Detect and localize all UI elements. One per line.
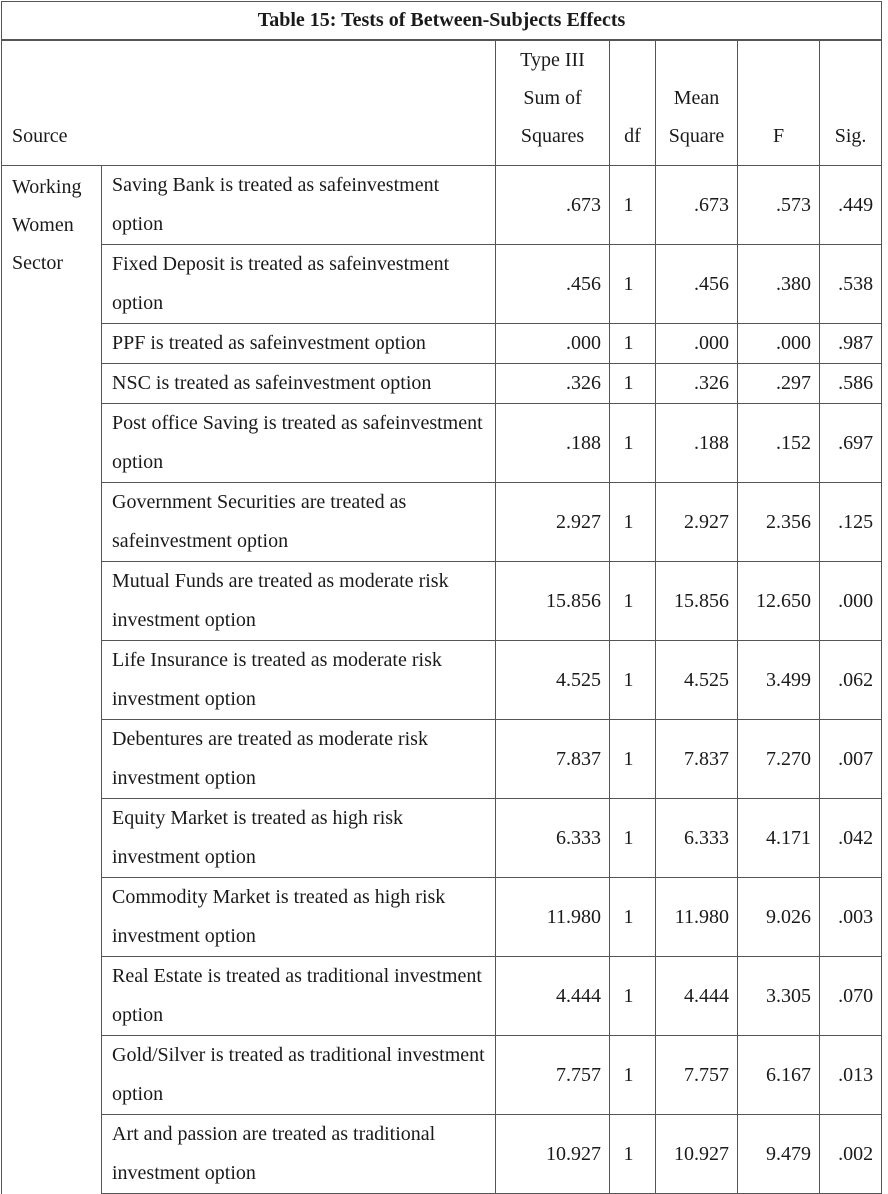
group-label-line: Working bbox=[12, 176, 82, 198]
cell-sig: .062 bbox=[820, 641, 882, 720]
cell-df: 1 bbox=[610, 641, 656, 720]
cell-df: 1 bbox=[610, 878, 656, 957]
table-row bbox=[2, 957, 882, 1036]
table-row bbox=[2, 483, 882, 562]
table-row bbox=[2, 878, 882, 957]
row-label: Equity Market is treated as high risk investment option bbox=[102, 799, 496, 878]
cell-mean-square: 4.525 bbox=[656, 641, 738, 720]
row-label: Debentures are treated as moderate risk investment option bbox=[102, 720, 496, 799]
cell-df: 1 bbox=[610, 166, 656, 245]
cell-df: 1 bbox=[610, 245, 656, 324]
header-row bbox=[2, 40, 882, 166]
cell-mean-square: 2.927 bbox=[656, 483, 738, 562]
cell-sig: .449 bbox=[820, 166, 882, 245]
cell-f: 7.270 bbox=[738, 720, 820, 799]
cell-sum-of-squares: 4.444 bbox=[496, 957, 610, 1036]
group-label-line: Women bbox=[12, 214, 74, 236]
header-sum-of-squares bbox=[496, 40, 610, 166]
cell-sum-of-squares: 7.837 bbox=[496, 720, 610, 799]
row-label: Fixed Deposit is treated as safeinvestment option bbox=[102, 245, 496, 324]
cell-sum-of-squares: 7.757 bbox=[496, 1036, 610, 1115]
cell-sum-of-squares: 6.333 bbox=[496, 799, 610, 878]
cell-f: 9.479 bbox=[738, 1115, 820, 1194]
cell-f: 2.356 bbox=[738, 483, 820, 562]
cell-sum-of-squares: 15.856 bbox=[496, 562, 610, 641]
row-label: Commodity Market is treated as high risk investment option bbox=[102, 878, 496, 957]
cell-f: 4.171 bbox=[738, 799, 820, 878]
table-body bbox=[2, 166, 882, 1194]
group-label-line: Sector bbox=[12, 252, 64, 274]
table-row bbox=[2, 799, 882, 878]
cell-df: 1 bbox=[610, 324, 656, 364]
cell-f: 9.026 bbox=[738, 878, 820, 957]
cell-sig: .697 bbox=[820, 404, 882, 483]
cell-sig: .586 bbox=[820, 364, 882, 404]
header-ss-line3: Squares bbox=[520, 125, 585, 147]
row-label: Gold/Silver is treated as traditional investment option bbox=[102, 1036, 496, 1115]
cell-f: 12.650 bbox=[738, 562, 820, 641]
cell-f: .297 bbox=[738, 364, 820, 404]
row-label: Mutual Funds are treated as moderate risk investment option bbox=[102, 562, 496, 641]
cell-sum-of-squares: .188 bbox=[496, 404, 610, 483]
cell-sig: .002 bbox=[820, 1115, 882, 1194]
cell-f: 6.167 bbox=[738, 1036, 820, 1115]
row-label: Government Securities are treated as safeinvestment option bbox=[102, 483, 496, 562]
cell-f: .000 bbox=[738, 324, 820, 364]
table-row bbox=[2, 1115, 882, 1194]
header-source: Source bbox=[2, 40, 496, 166]
cell-sum-of-squares: 11.980 bbox=[496, 878, 610, 957]
cell-f: .380 bbox=[738, 245, 820, 324]
table-row bbox=[2, 562, 882, 641]
between-subjects-effects-table bbox=[1, 1, 882, 1194]
cell-df: 1 bbox=[610, 957, 656, 1036]
cell-sig: .070 bbox=[820, 957, 882, 1036]
cell-f: 3.499 bbox=[738, 641, 820, 720]
cell-f: .152 bbox=[738, 404, 820, 483]
cell-f: .573 bbox=[738, 166, 820, 245]
cell-sig: .042 bbox=[820, 799, 882, 878]
row-label: NSC is treated as safeinvestment option bbox=[102, 364, 496, 404]
cell-df: 1 bbox=[610, 1036, 656, 1115]
table-row bbox=[2, 324, 882, 364]
header-f: F bbox=[738, 40, 820, 166]
row-label: Life Insurance is treated as moderate risk investment option bbox=[102, 641, 496, 720]
cell-sum-of-squares: 4.525 bbox=[496, 641, 610, 720]
table-row bbox=[2, 720, 882, 799]
cell-sum-of-squares: .326 bbox=[496, 364, 610, 404]
row-label: Post office Saving is treated as safeinvestment option bbox=[102, 404, 496, 483]
table-title: Table 15: Tests of Between-Subjects Effects bbox=[2, 2, 882, 41]
cell-mean-square: .000 bbox=[656, 324, 738, 364]
cell-mean-square: 7.837 bbox=[656, 720, 738, 799]
table-row bbox=[2, 1036, 882, 1115]
cell-sig: .987 bbox=[820, 324, 882, 364]
header-ss-line1: Type III bbox=[520, 49, 585, 71]
header-ss-line2: Sum of bbox=[523, 87, 582, 109]
table-row bbox=[2, 245, 882, 324]
cell-sig: .013 bbox=[820, 1036, 882, 1115]
row-label: Saving Bank is treated as safeinvestment option bbox=[102, 166, 496, 245]
header-df: df bbox=[610, 40, 656, 166]
row-label: PPF is treated as safeinvestment option bbox=[102, 324, 496, 364]
cell-mean-square: 6.333 bbox=[656, 799, 738, 878]
table-row bbox=[2, 364, 882, 404]
cell-df: 1 bbox=[610, 404, 656, 483]
cell-sum-of-squares: .456 bbox=[496, 245, 610, 324]
cell-sig: .125 bbox=[820, 483, 882, 562]
cell-df: 1 bbox=[610, 1115, 656, 1194]
cell-df: 1 bbox=[610, 364, 656, 404]
cell-mean-square: 10.927 bbox=[656, 1115, 738, 1194]
cell-sig: .007 bbox=[820, 720, 882, 799]
header-mean-square bbox=[656, 40, 738, 166]
cell-sig: .003 bbox=[820, 878, 882, 957]
cell-sig: .538 bbox=[820, 245, 882, 324]
cell-sum-of-squares: 10.927 bbox=[496, 1115, 610, 1194]
cell-mean-square: 4.444 bbox=[656, 957, 738, 1036]
cell-df: 1 bbox=[610, 483, 656, 562]
table-row bbox=[2, 641, 882, 720]
cell-mean-square: 11.980 bbox=[656, 878, 738, 957]
header-sig: Sig. bbox=[820, 40, 882, 166]
cell-sum-of-squares: 2.927 bbox=[496, 483, 610, 562]
cell-mean-square: 15.856 bbox=[656, 562, 738, 641]
cell-mean-square: 7.757 bbox=[656, 1036, 738, 1115]
header-ms-line2: Square bbox=[668, 125, 725, 147]
cell-sig: .000 bbox=[820, 562, 882, 641]
cell-sum-of-squares: .000 bbox=[496, 324, 610, 364]
cell-f: 3.305 bbox=[738, 957, 820, 1036]
cell-df: 1 bbox=[610, 799, 656, 878]
table-row bbox=[2, 166, 882, 245]
table-row bbox=[2, 404, 882, 483]
row-label: Real Estate is treated as traditional investment option bbox=[102, 957, 496, 1036]
cell-mean-square: .188 bbox=[656, 404, 738, 483]
cell-mean-square: .673 bbox=[656, 166, 738, 245]
header-ms-line1: Mean bbox=[673, 87, 720, 109]
cell-sum-of-squares: .673 bbox=[496, 166, 610, 245]
cell-mean-square: .456 bbox=[656, 245, 738, 324]
cell-df: 1 bbox=[610, 562, 656, 641]
cell-df: 1 bbox=[610, 720, 656, 799]
cell-mean-square: .326 bbox=[656, 364, 738, 404]
group-label-working-women-sector bbox=[2, 166, 102, 1194]
row-label: Art and passion are treated as traditional investment option bbox=[102, 1115, 496, 1194]
